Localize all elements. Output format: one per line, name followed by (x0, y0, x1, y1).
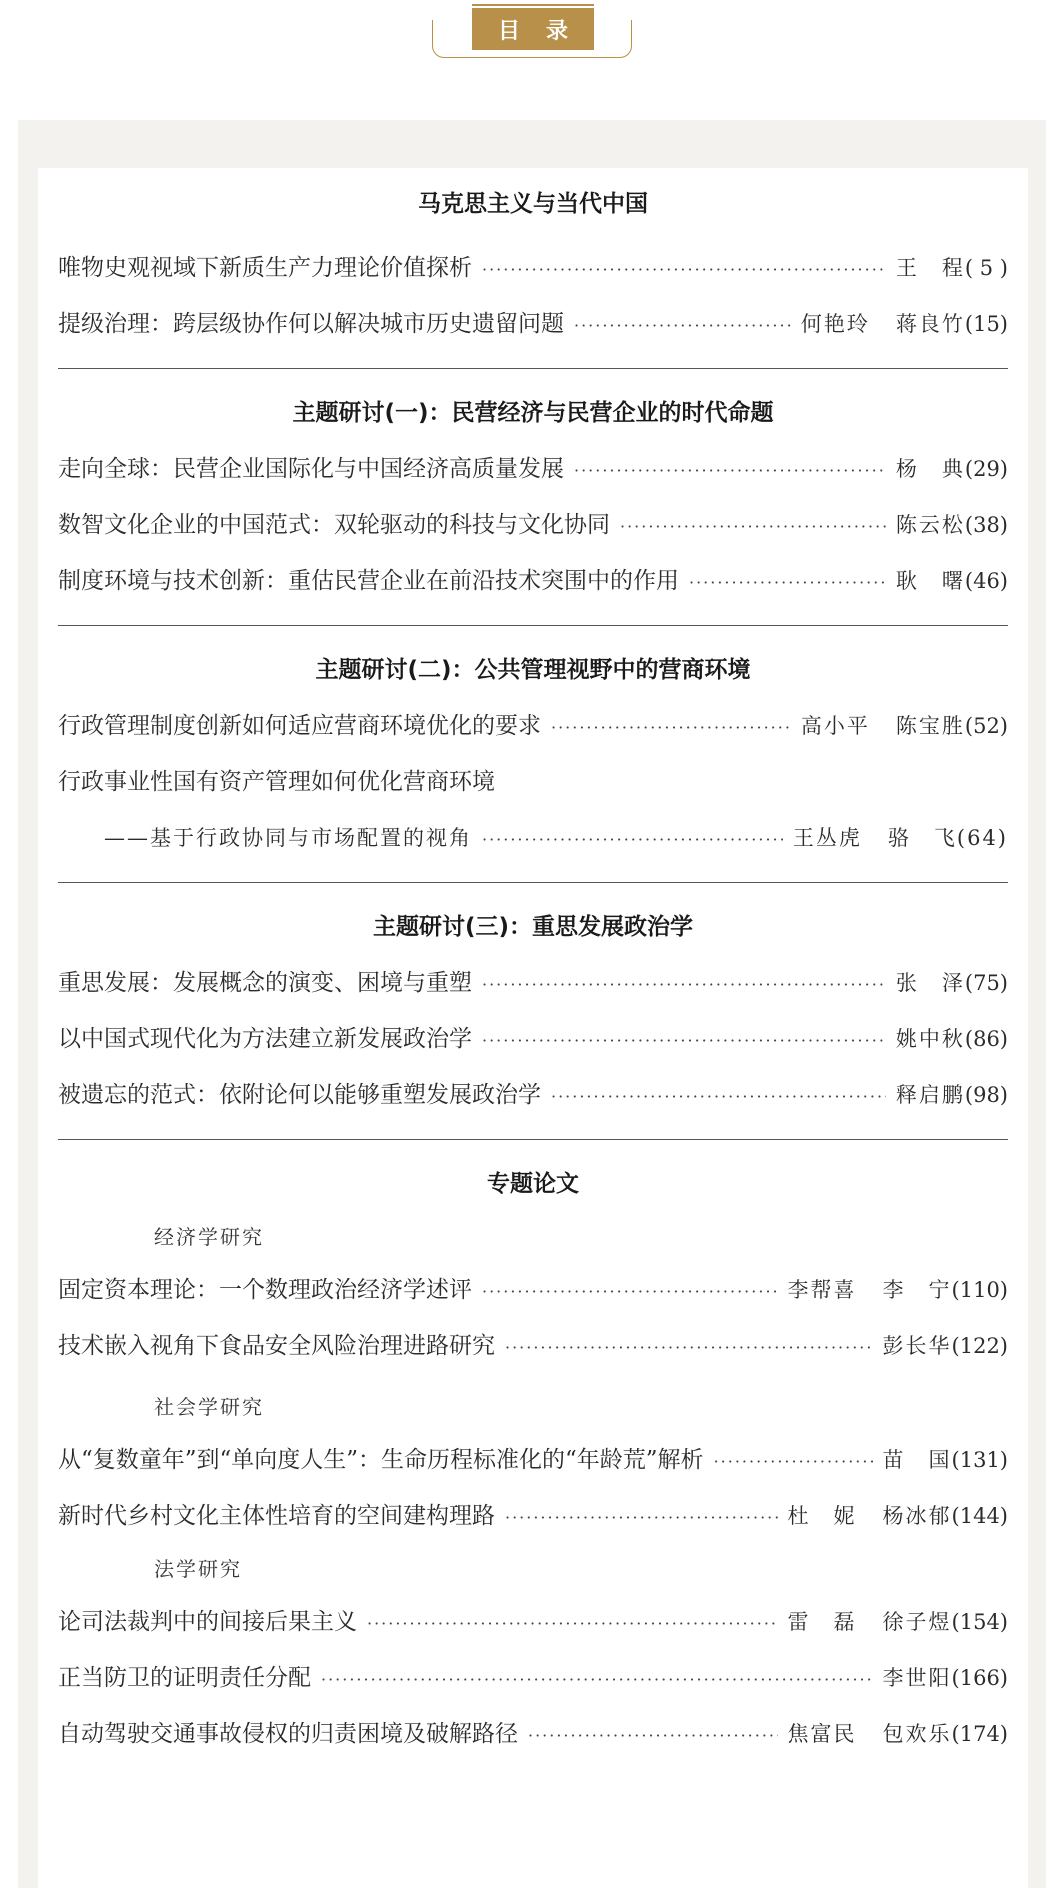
leader-dots (482, 1013, 886, 1069)
entry-page: (122) (951, 1334, 1008, 1358)
entry-page: (75) (964, 971, 1008, 995)
toc-entry[interactable] (58, 553, 1008, 609)
entry-page: (64) (956, 826, 1008, 850)
leader-dots (620, 499, 886, 555)
toc-entry[interactable] (58, 754, 1008, 810)
entry-author: 王丛虎 骆 飞 (792, 826, 957, 850)
entry-title: 自动驾驶交通事故侵权的归责困境及破解路径 (58, 1721, 518, 1747)
entry-author: 杨 典 (895, 457, 965, 481)
toc-section (58, 168, 1008, 368)
leader-dots (528, 1708, 778, 1764)
entry-title: 行政事业性国有资产管理如何优化营商环境 (58, 769, 495, 795)
entry-page: (52) (964, 714, 1008, 738)
entry-author: 高小平 陈宝胜 (800, 714, 965, 738)
entry-author: 耿 曙 (895, 569, 965, 593)
toc-entry[interactable] (58, 1650, 1008, 1706)
toc-entry[interactable] (58, 1488, 1008, 1544)
leader-dots (574, 443, 886, 499)
subcategory-label: 社会学研究 (154, 1395, 264, 1419)
leader-dots (367, 1596, 778, 1652)
toc-header (0, 0, 1064, 70)
section-title: 主题研讨(二)：公共管理视野中的营商环境 (315, 657, 751, 683)
entry-page: (174) (951, 1722, 1008, 1746)
entry-title: 以中国式现代化为方法建立新发展政治学 (58, 1026, 472, 1052)
entry-title: 正当防卫的证明责任分配 (58, 1665, 311, 1691)
entry-title: 提级治理：跨层级协作何以解决城市历史遗留问题 (58, 311, 564, 337)
entry-author: 王 程 (895, 256, 965, 280)
entry-page: (131) (951, 1448, 1008, 1472)
entry-page: (166) (951, 1666, 1008, 1690)
entry-page: (154) (951, 1610, 1008, 1634)
subcategory-label: 法学研究 (154, 1557, 242, 1581)
entry-author: 苗 国 (882, 1448, 952, 1472)
entry-title: 唯物史观视域下新质生产力理论价值探析 (58, 255, 472, 281)
toc-entry[interactable] (58, 240, 1008, 296)
subcategory-label: 经济学研究 (154, 1225, 264, 1249)
toc-entry[interactable] (58, 1594, 1008, 1650)
toc-entry[interactable] (58, 1706, 1008, 1762)
entry-title: 从“复数童年”到“单向度人生”：生命历程标准化的“年龄荒”解析 (58, 1447, 704, 1473)
toc-section (58, 882, 1008, 1139)
leader-dots (505, 1490, 778, 1546)
entry-author: 姚中秋 (895, 1027, 965, 1051)
toc-section (58, 625, 1008, 882)
entry-title: 走向全球：民营企业国际化与中国经济高质量发展 (58, 456, 564, 482)
toc-entry[interactable] (58, 1262, 1008, 1318)
entry-page: (46) (964, 569, 1008, 593)
entry-title: 行政管理制度创新如何适应营商环境优化的要求 (58, 713, 541, 739)
entry-title: 被遗忘的范式：依附论何以能够重塑发展政治学 (58, 1082, 541, 1108)
leader-dots (482, 812, 783, 868)
section-title: 专题论文 (487, 1171, 579, 1197)
leader-dots (482, 957, 886, 1013)
section-title: 主题研讨(三)：重思发展政治学 (372, 914, 694, 940)
toc-entry-subtitle[interactable] (58, 810, 1008, 866)
page-title: 目录 (472, 8, 594, 50)
leader-dots (505, 1320, 873, 1376)
leader-dots (574, 298, 791, 354)
toc-entry[interactable] (58, 1318, 1008, 1374)
entry-title: 数智文化企业的中国范式：双轮驱动的科技与文化协同 (58, 512, 610, 538)
entry-author: 释启鹏 (895, 1083, 965, 1107)
entry-title: 论司法裁判中的间接后果主义 (58, 1609, 357, 1635)
toc-entry[interactable] (58, 497, 1008, 553)
entry-title: 制度环境与技术创新：重估民营企业在前沿技术突围中的作用 (58, 568, 679, 594)
entry-author: 何艳玲 蒋良竹 (800, 312, 965, 336)
table-of-contents (58, 168, 1008, 1762)
toc-entry[interactable] (58, 441, 1008, 497)
entry-author: 杜 妮 杨冰郁 (787, 1504, 952, 1528)
entry-author: 雷 磊 徐子煜 (787, 1610, 952, 1634)
leader-dots (482, 1264, 778, 1320)
section-title: 主题研讨(一)：民营经济与民营企业的时代命题 (292, 400, 774, 426)
entry-title: 固定资本理论：一个数理政治经济学述评 (58, 1277, 472, 1303)
toc-entry[interactable] (58, 955, 1008, 1011)
entry-author: 彭长华 (882, 1334, 952, 1358)
leader-dots (551, 1069, 886, 1125)
leader-dots (482, 242, 886, 298)
entry-author: 陈云松 (895, 513, 965, 537)
entry-title: 新时代乡村文化主体性培育的空间建构理路 (58, 1503, 495, 1529)
toc-entry[interactable] (58, 296, 1008, 352)
entry-subtitle: ——基于行政协同与市场配置的视角 (104, 826, 472, 850)
toc-entry[interactable] (58, 1011, 1008, 1067)
entry-title: 技术嵌入视角下食品安全风险治理进路研究 (58, 1333, 495, 1359)
entry-page: (98) (964, 1083, 1008, 1107)
entry-title: 重思发展：发展概念的演变、困境与重塑 (58, 970, 472, 996)
toc-entry[interactable] (58, 1067, 1008, 1123)
entry-page: (38) (964, 513, 1008, 537)
toc-section (58, 368, 1008, 625)
leader-dots (321, 1652, 873, 1708)
leader-dots (714, 1434, 873, 1490)
leader-dots (689, 555, 886, 611)
entry-page: (144) (951, 1504, 1008, 1528)
entry-page: (86) (964, 1027, 1008, 1051)
entry-page: ( 5 ) (964, 256, 1008, 280)
section-title: 马克思主义与当代中国 (418, 191, 648, 217)
entry-page: (110) (951, 1278, 1008, 1302)
entry-author: 焦富民 包欢乐 (787, 1722, 952, 1746)
toc-section (58, 1139, 1008, 1762)
entry-page: (15) (964, 312, 1008, 336)
toc-entry[interactable] (58, 1432, 1008, 1488)
entry-author: 张 泽 (895, 971, 965, 995)
entry-author: 李世阳 (882, 1666, 952, 1690)
toc-entry[interactable] (58, 698, 1008, 754)
entry-page: (29) (964, 457, 1008, 481)
leader-dots (551, 700, 791, 756)
entry-author: 李帮喜 李 宁 (787, 1278, 952, 1302)
